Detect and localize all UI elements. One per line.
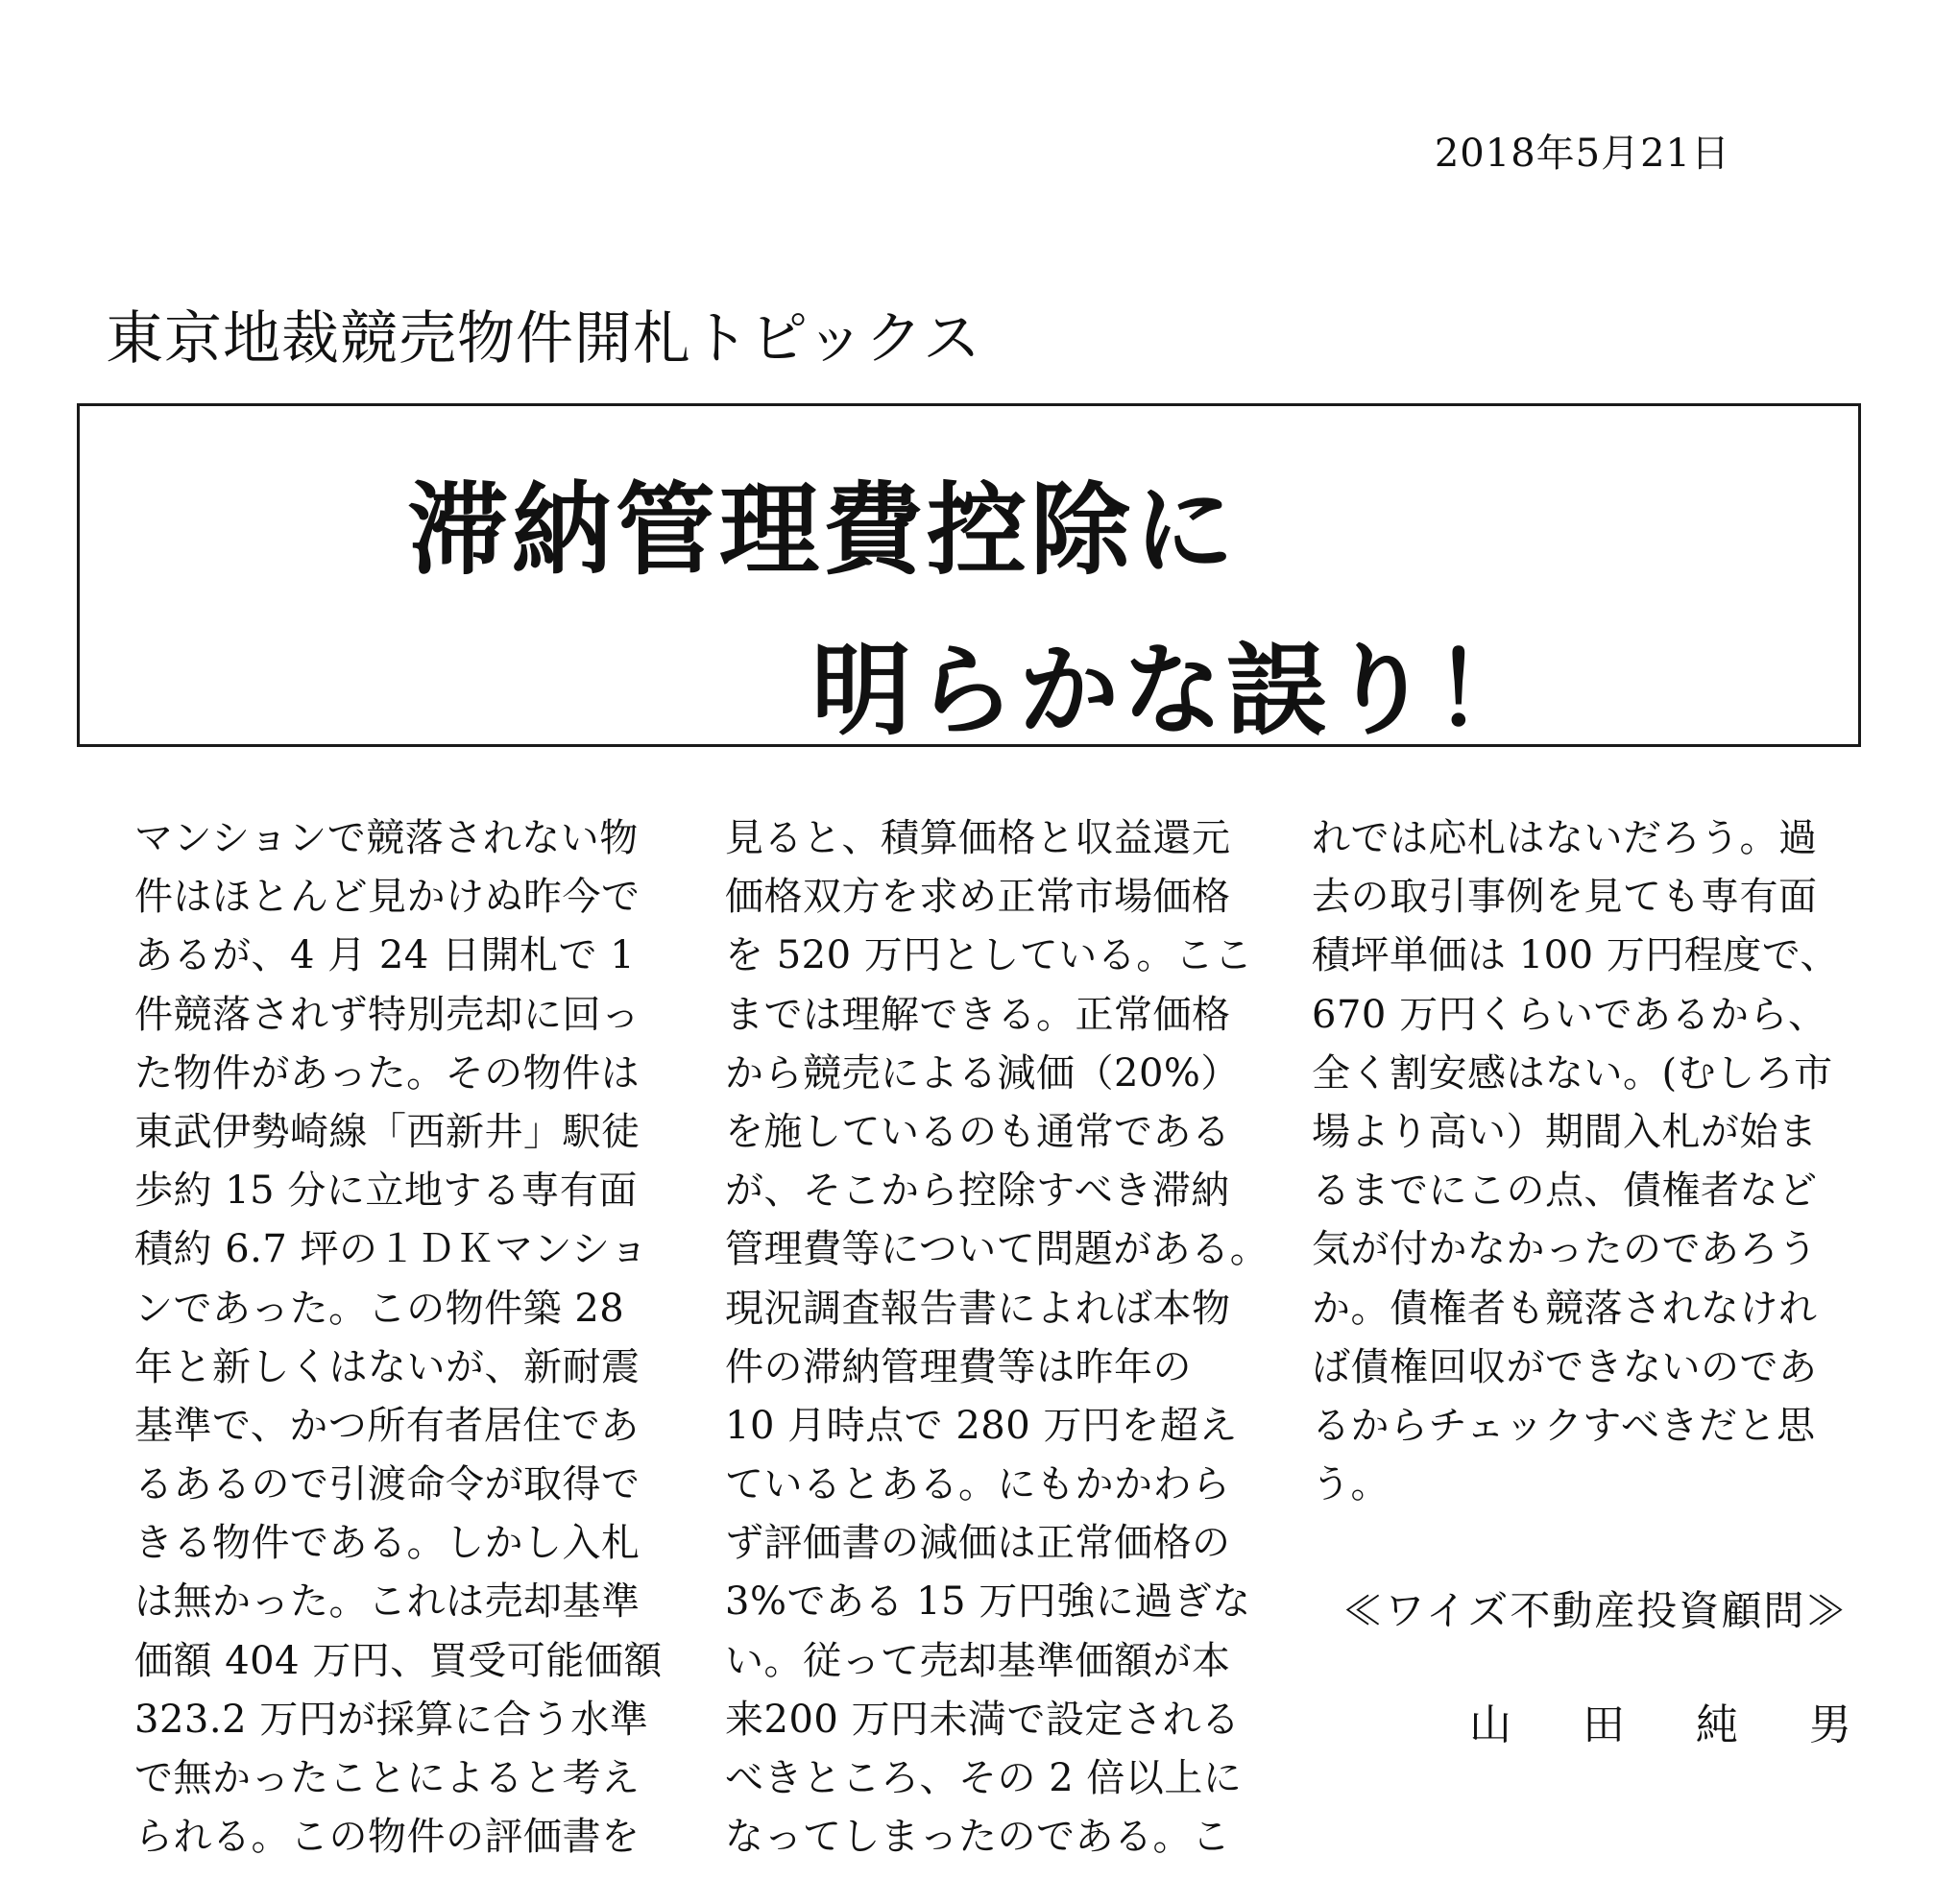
headline-line-1: 滞納管理費控除に [408, 471, 1239, 589]
body-line: を 520 万円としている。ここ [725, 933, 1253, 978]
headline-box [77, 403, 1861, 747]
body-line: か。債権者も競落されなけれ [1312, 1286, 1818, 1331]
article-date: 2018年5月21日 [1434, 132, 1730, 176]
body-line: ば債権回収ができないのであ [1312, 1344, 1818, 1389]
body-line: ているとある。にもかかわら [725, 1462, 1231, 1507]
author-name: 山 田 純 男 [1469, 1700, 1880, 1749]
body-line: べきところ、その 2 倍以上に [725, 1756, 1243, 1800]
body-line: 年と新しくはないが、新耐震 [134, 1344, 641, 1389]
body-line: 件の滞納管理費等は昨年の [725, 1344, 1192, 1389]
body-line: 323.2 万円が採算に合う水準 [134, 1697, 649, 1742]
body-line: 件はほとんど見かけぬ昨今で [134, 875, 641, 920]
body-line: られる。この物件の評価書を [134, 1815, 641, 1860]
body-line: あるが、4 月 24 日開札で 1 [134, 933, 636, 978]
body-line: 見ると、積算価格と収益還元 [725, 816, 1231, 860]
body-line: で無かったことによると考え [134, 1756, 641, 1800]
body-line: は無かった。これは売却基準 [134, 1579, 641, 1625]
body-line: 現況調査報告書によれば本物 [725, 1286, 1231, 1331]
body-line: 10 月時点で 280 万円を超え [725, 1403, 1238, 1448]
body-line: ンであった。この物件築 28 [134, 1286, 625, 1331]
body-line: 去の取引事例を見ても専有面 [1312, 875, 1818, 920]
body-line: きる物件である。しかし入札 [134, 1521, 641, 1566]
body-line: 積坪単価は 100 万円程度で、 [1312, 933, 1839, 978]
body-line: 東武伊勢崎線「西新井」駅徒 [134, 1109, 641, 1154]
body-line: う。 [1312, 1462, 1390, 1507]
body-column-3 [1312, 809, 1849, 1514]
body-line: までは理解できる。正常価格 [725, 992, 1231, 1037]
body-line: るあるので引渡命令が取得で [134, 1462, 641, 1507]
body-line: を施しているのも通常である [725, 1109, 1231, 1154]
body-line: るまでにこの点、債権者など [1312, 1169, 1818, 1214]
body-line: れでは応札はないだろう。過 [1312, 816, 1818, 860]
body-line: 全く割安感はない。(むしろ市 [1312, 1050, 1833, 1096]
body-line: い。従って売却基準価額が本 [725, 1638, 1231, 1683]
body-line: なってしまったのである。こ [725, 1815, 1231, 1860]
body-line: 件競落されず特別売却に回っ [134, 992, 641, 1037]
body-line: 気が付かなかったのであろう [1312, 1227, 1818, 1272]
body-line: から競売による減価（20%） [725, 1050, 1240, 1096]
body-line: 価額 404 万円、買受可能価額 [134, 1638, 663, 1683]
body-line: 場より高い）期間入札が始ま [1312, 1109, 1818, 1154]
body-line: 670 万円くらいであるから、 [1312, 992, 1827, 1037]
body-line: が、そこから控除すべき滞納 [725, 1169, 1230, 1214]
body-line: 3%である 15 万円強に過ぎな [725, 1579, 1251, 1625]
body-line: 管理費等について問題がある。 [725, 1227, 1269, 1272]
body-column-1 [134, 809, 672, 1867]
body-line: 基準で、かつ所有者居住であ [134, 1403, 640, 1448]
body-line: るからチェックすべきだと思 [1312, 1403, 1816, 1448]
body-line: 歩約 15 分に立地する専有面 [134, 1169, 638, 1214]
body-line: マンションで競落されない物 [134, 816, 639, 860]
body-column-2 [725, 809, 1269, 1867]
author-affiliation: ≪ワイズ不動産投資顧問≫ [1342, 1587, 1849, 1634]
body-line: 来200 万円未満で設定される [725, 1697, 1241, 1742]
series-title: 東京地裁競売物件開札トピックス [106, 305, 981, 373]
body-line: 積約 6.7 坪の１ＤＫマンショ [134, 1227, 649, 1272]
body-line: ず評価書の減価は正常価格の [725, 1521, 1231, 1566]
headline-line-2: 明らかな誤り！ [811, 632, 1538, 749]
body-line: た物件があった。その物件は [134, 1050, 641, 1096]
body-line: 価格双方を求め正常市場価格 [725, 875, 1231, 920]
